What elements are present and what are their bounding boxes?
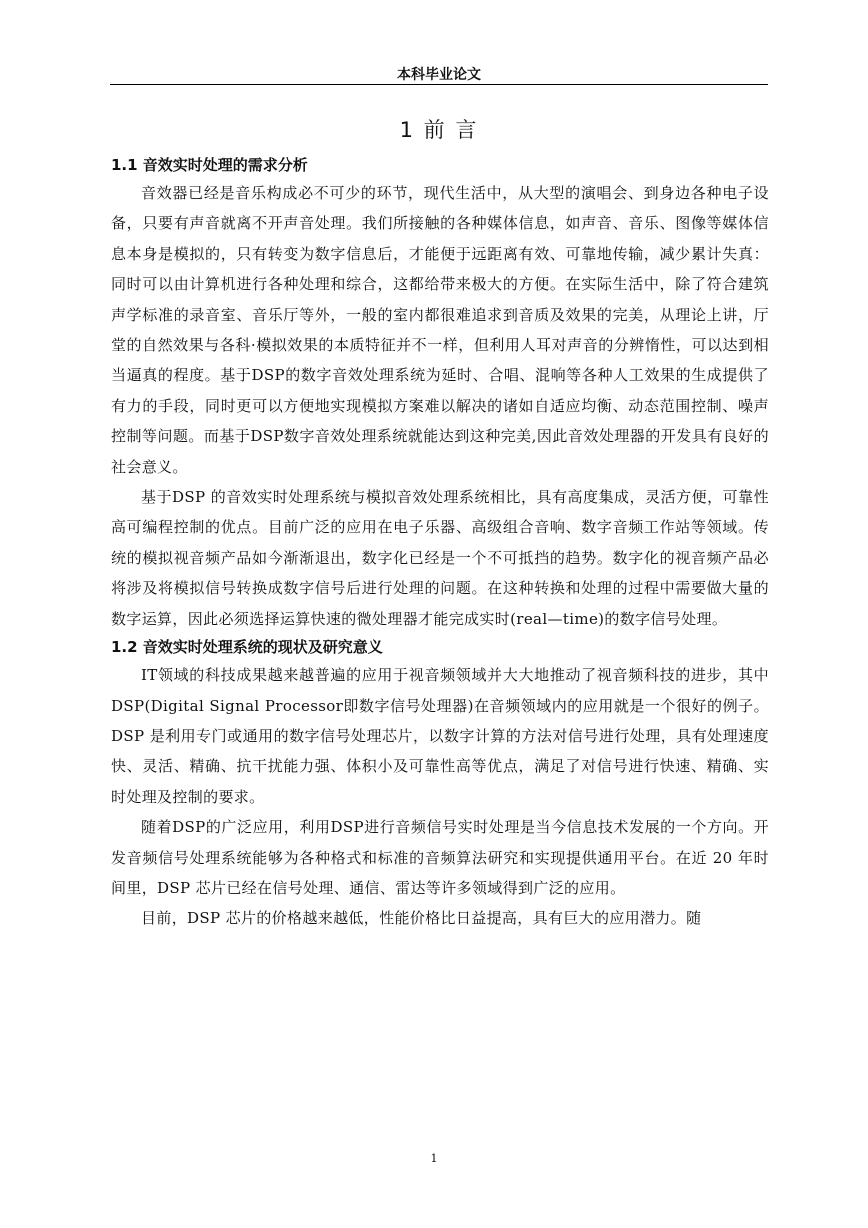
paragraph: 基于DSP 的音效实时处理系统与模拟音效处理系统相比，具有高度集成，灵活方便，可靠性高可编程控制的优点。目前广泛的应用在电子乐器、高级组合音响、数字音频工作站等领域。传统的模拟视音频产品如今渐渐退出，数字化已经是一个不可抵挡的趋势。数字化的视音频产品必将涉及将模拟信号转换成数字信号后进行处理的问题。在这种转换和处理的过程中需要做大量的数字运算，因此必须选择运算快速的微处理器才能完成实时(real—time)的数字信号处理。 (111, 488, 769, 628)
section-heading-1-1: 1.1 音效实时处理的需求分析 (111, 156, 308, 174)
running-header: 本科毕业论文 (397, 67, 481, 83)
paragraph: 目前，DSP 芯片的价格越来越低，性能价格比日益提高，具有巨大的应用潜力。随 (141, 909, 702, 928)
chapter-title: 1 前 言 (399, 118, 479, 142)
paragraph: 音效器已经是音乐构成必不可少的环节，现代生活中，从大型的演唱会、到身边各种电子设备，只要有声音就离不开声音处理。我们所接触的各种媒体信息，如声音、音乐、图像等媒体信息本身是模拟的，只有转变为数字信息后，才能便于远距离有效、可靠地传输，减少累计失真：同时可以由计算机进行各种处理和综合，这都给带来极大的方便。在实际生活中，除了符合建筑声学标准的录音室、音乐厅等外，一般的室内都很难追求到音质及效果的完美，从理论上讲，厅堂的自然效果与各科·模拟效果的本质特征并不一样，但利用人耳对声音的分辨惰性，可以达到相当逼真的程度。基于DSP的数字音效处理系统为延时、合唱、混响等各种人工效果的生成提供了有力的手段，同时更可以方便地实现模拟方案难以解决的诸如自适应均衡、动态范围控制、噪声控制等问题。而基于DSP数字音效处理系统就能达到这种完美,因此音效处理器的开发具有良好的社会意义。 (111, 184, 769, 476)
paragraph: 随着DSP的广泛应用，利用DSP进行音频信号实时处理是当今信息技术发展的一个方向。开发音频信号处理系统能够为各种格式和标准的音频算法研究和实现提供通用平台。在近 20 年时间里，DSP 芯片已经在信号处理、通信、雷达等许多领域得到广泛的应用。 (111, 818, 769, 897)
page-number: 1 (430, 1152, 438, 1165)
section-heading-1-2: 1.2 音效实时处理系统的现状及研究意义 (111, 638, 383, 657)
header-rule (110, 84, 768, 85)
body-content (111, 152, 769, 934)
paragraph: IT领域的科技成果越来越普遍的应用于视音频领域并大大地推动了视音频科技的进步，其中DSP(Digital Signal Processor即数字信号处理器)在音频领域内的应用就是一个很好的例子。DSP 是利用专门或通用的数字信号处理芯片，以数字计算的方法对信号进行处理，具有处理速度快、灵活、精确、抗干扰能力强、体积小及可靠性高等优点，满足了对信号进行快速、精确、实时处理及控制的要求。 (111, 666, 769, 806)
